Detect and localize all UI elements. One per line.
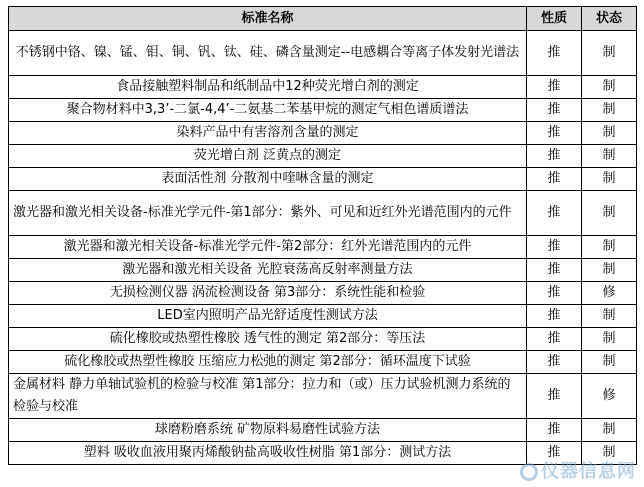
- nature-cell: 推: [527, 351, 582, 374]
- nature-cell: 推: [527, 31, 582, 76]
- table-row: [9, 374, 637, 419]
- standard-name-cell: 球磨粉磨系统 矿物原料易磨性试验方法: [9, 419, 527, 442]
- status-cell: 制: [582, 76, 637, 99]
- status-cell: 制: [582, 328, 637, 351]
- status-cell: 制: [582, 351, 637, 374]
- watermark: [520, 457, 636, 483]
- status-cell: 制: [582, 122, 637, 145]
- nature-cell: 推: [527, 76, 582, 99]
- table-row: [9, 145, 637, 168]
- nature-cell: 推: [527, 305, 582, 328]
- standard-name-cell: 硫化橡胶或热塑性橡胶 透气性的测定 第2部分：等压法: [9, 328, 527, 351]
- status-cell: 制: [582, 259, 637, 282]
- table-row: [9, 168, 637, 191]
- nature-cell: 推: [527, 282, 582, 305]
- status-cell: 制: [582, 99, 637, 122]
- table-row: [9, 259, 637, 282]
- nature-cell: 推: [527, 442, 582, 465]
- status-cell: 制: [582, 145, 637, 168]
- watermark-text: 仪器信息网: [541, 461, 636, 482]
- status-cell: 制: [582, 236, 637, 259]
- nature-cell: 推: [527, 328, 582, 351]
- table-header-row: [9, 7, 637, 31]
- status-cell: 制: [582, 191, 637, 236]
- nature-cell: 推: [527, 236, 582, 259]
- table-row: [9, 31, 637, 76]
- nature-cell: 推: [527, 374, 582, 419]
- nature-cell: 推: [527, 191, 582, 236]
- standard-name-cell: 染料产品中有害溶剂含量的测定: [9, 122, 527, 145]
- table-row: [9, 236, 637, 259]
- nature-cell: 推: [527, 419, 582, 442]
- status-cell: 修: [582, 282, 637, 305]
- standards-table-container: [8, 6, 636, 465]
- standard-name-cell: 表面活性剂 分散剂中喹啉含量的测定: [9, 168, 527, 191]
- nature-cell: 推: [527, 168, 582, 191]
- standard-name-cell: 金属材料 静力单轴试验机的检验与校准 第1部分：拉力和（或）压力试验机测力系统的检验与校准: [9, 374, 527, 419]
- standards-table: [8, 6, 637, 465]
- nature-cell: 推: [527, 259, 582, 282]
- nature-cell: 推: [527, 99, 582, 122]
- nature-cell: 推: [527, 122, 582, 145]
- standard-name-cell: 激光器和激光相关设备 光腔衰荡高反射率测量方法: [9, 259, 527, 282]
- table-row: [9, 282, 637, 305]
- standard-name-cell: LED室内照明产品光舒适度性测试方法: [9, 305, 527, 328]
- table-row: [9, 99, 637, 122]
- standard-name-cell: 不锈钢中铬、镍、锰、钼、铜、钒、钛、硅、磷含量测定--电感耦合等离子体发射光谱法: [9, 31, 527, 76]
- status-cell: 制: [582, 305, 637, 328]
- header-nature: 性质: [527, 7, 582, 31]
- table-row: [9, 328, 637, 351]
- standard-name-cell: 激光器和激光相关设备-标准光学元件-第2部分：红外光谱范围内的元件: [9, 236, 527, 259]
- table-row: [9, 122, 637, 145]
- table-row: [9, 305, 637, 328]
- status-cell: 制: [582, 419, 637, 442]
- table-row: [9, 76, 637, 99]
- header-standard-name: 标准名称: [9, 7, 527, 31]
- header-status: 状态: [582, 7, 637, 31]
- standard-name-cell: 聚合物材料中3,3’-二氯-4,4’-二氨基二苯基甲烷的测定气相色谱质谱法: [9, 99, 527, 122]
- standard-name-cell: 荧光增白剂 泛黄点的测定: [9, 145, 527, 168]
- status-cell: 制: [582, 442, 637, 465]
- standard-name-cell: 塑料 吸收血液用聚丙烯酸钠盐高吸收性树脂 第1部分：测试方法: [9, 442, 527, 465]
- standard-name-cell: 无损检测仪器 涡流检测设备 第3部分：系统性能和检验: [9, 282, 527, 305]
- status-cell: 制: [582, 168, 637, 191]
- standard-name-cell: 硫化橡胶或热塑性橡胶 压缩应力松弛的测定 第2部分：循环温度下试验: [9, 351, 527, 374]
- status-cell: 制: [582, 31, 637, 76]
- watermark-logo-icon: [520, 463, 538, 481]
- nature-cell: 推: [527, 145, 582, 168]
- status-cell: 修: [582, 374, 637, 419]
- table-row: [9, 351, 637, 374]
- standard-name-cell: 激光器和激光相关设备-标准光学元件-第1部分：紫外、可见和近红外光谱范围内的元件: [9, 191, 527, 236]
- standard-name-cell: 食品接触塑料制品和纸制品中12种荧光增白剂的测定: [9, 76, 527, 99]
- table-row: [9, 191, 637, 236]
- table-row: [9, 419, 637, 442]
